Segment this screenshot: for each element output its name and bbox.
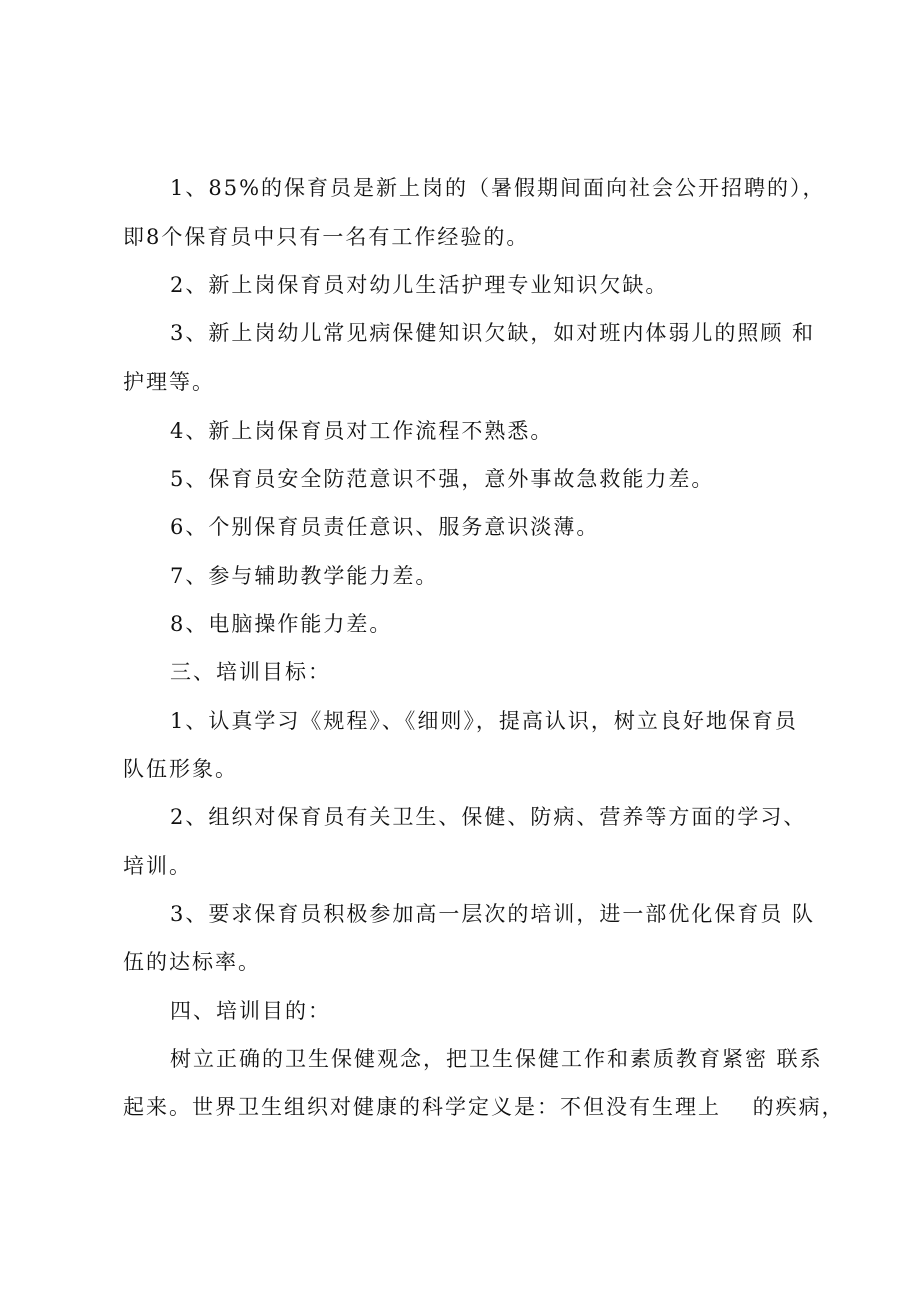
list-item-3-line-1: 3、新上岗幼儿常见病保健知识欠缺，如对班内体弱儿的照顾 和 bbox=[170, 321, 816, 345]
purpose-paragraph-line-1: 树立正确的卫生保健观念，把卫生保健工作和素质教育紧密 联系 bbox=[170, 1047, 823, 1071]
goal-item-1-line-2: 队伍形象。 bbox=[123, 757, 238, 781]
list-item-3-line-2: 护理等。 bbox=[123, 370, 215, 394]
goal-item-1-line-1: 1、认真学习《规程》、《细则》，提高认识，树立良好地保育员 bbox=[170, 709, 798, 733]
goal-item-2-line-1: 2、组织对保育员有关卫生、保健、防病、营养等方面的学习、 bbox=[170, 805, 807, 829]
goal-item-2-line-2: 培训。 bbox=[123, 854, 192, 878]
goal-item-3-line-2: 伍的达标率。 bbox=[123, 950, 261, 974]
list-item-8: 8、电脑操作能力差。 bbox=[170, 612, 393, 636]
list-item-6: 6、个别保育员责任意识、服务意识淡薄。 bbox=[170, 515, 600, 539]
section-heading-training-purpose: 四、培训目的： bbox=[170, 999, 331, 1023]
goal-item-3-line-1: 3、要求保育员积极参加高一层次的培训，进一部优化保育员 队 bbox=[170, 902, 816, 926]
list-item-1-line-1: 1、85%的保育员是新上岗的（暑假期间面向社会公开招聘的）， bbox=[170, 176, 826, 200]
list-item-5: 5、保育员安全防范意识不强，意外事故急救能力差。 bbox=[170, 467, 715, 491]
list-item-1-line-2: 即8个保育员中只有一名有工作经验的。 bbox=[123, 225, 530, 249]
list-item-2: 2、新上岗保育员对幼儿生活护理专业知识欠缺。 bbox=[170, 273, 669, 297]
section-heading-training-goals: 三、培训目标： bbox=[170, 660, 331, 684]
list-item-7: 7、参与辅助教学能力差。 bbox=[170, 564, 439, 588]
list-item-4: 4、新上岗保育员对工作流程不熟悉。 bbox=[170, 419, 554, 443]
purpose-paragraph-line-2: 起来。世界卫生组织对健康的科学定义是：不但没有生理上 的疾病， bbox=[123, 1095, 845, 1119]
